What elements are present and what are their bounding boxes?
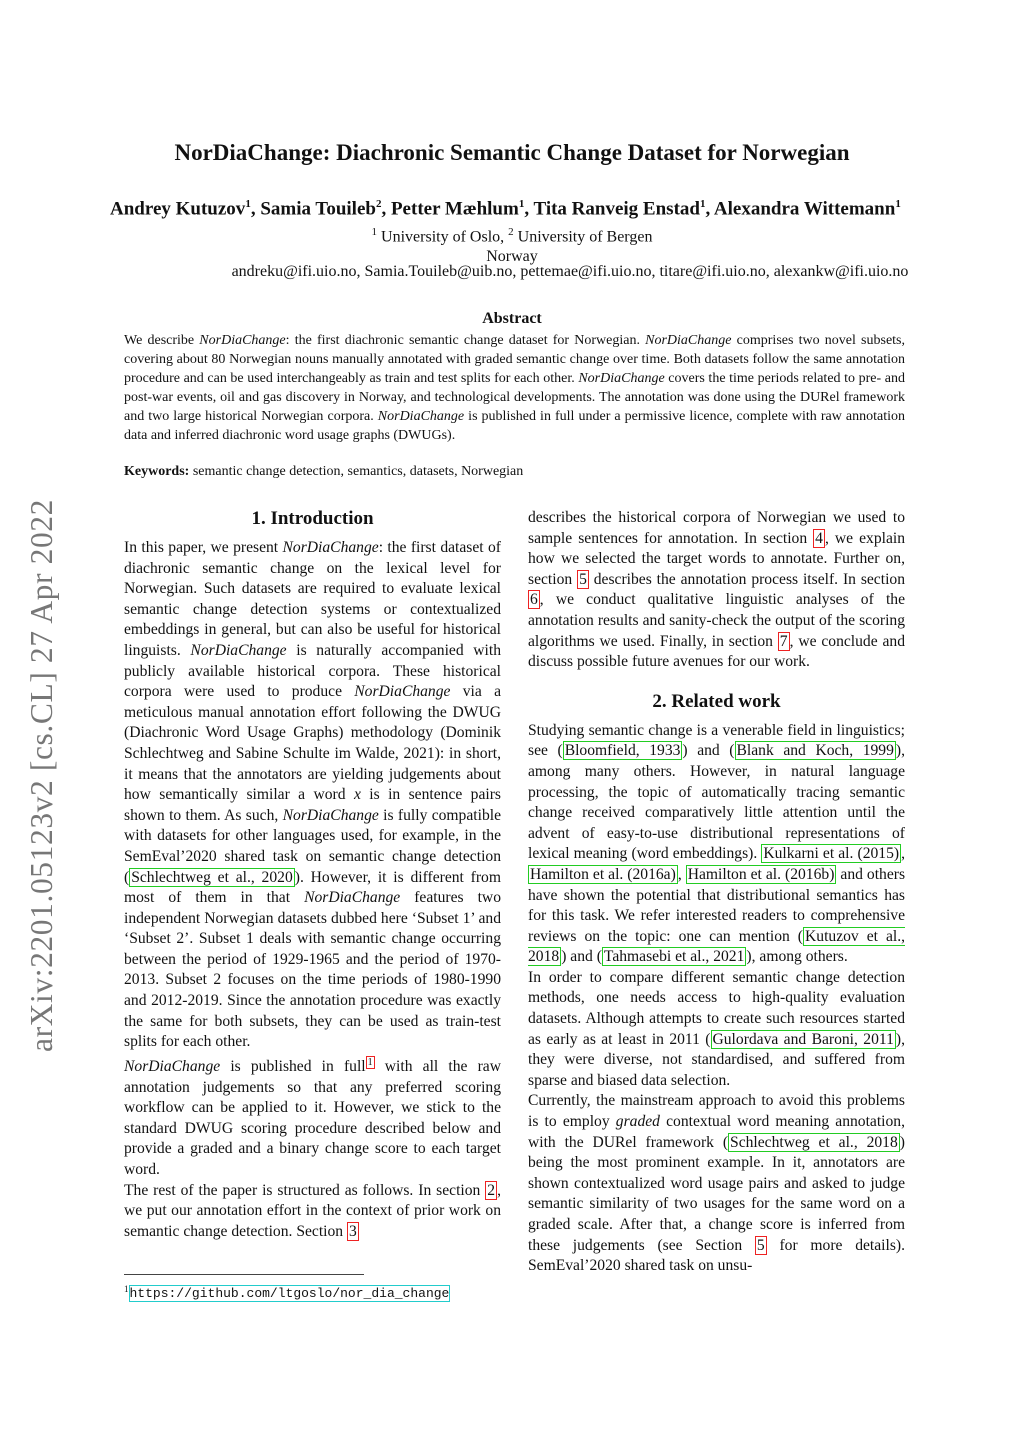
paragraph: In this paper, we present NorDiaChange: the first dataset of diachronic semantic change on the lexical level for Norwegian. Such datasets are required to evaluate lexical semantic change detection systems or contextualized embeddings in general, but can also be useful for historical linguists. NorDiaChange is naturally accompanied with publicly available historical corpora. These historical corpora were used to produce NorDiaChange via a meticulous manual annotation effort following the DWUG (Diachronic Word Usage Graphs) methodology (Dominik Schlechtweg and Sabine Schulte im Walde, 2021): in short, it means that the annotators are yielding judgements about how semantically similar a word x is in sentence pairs shown to them. As such, NorDiaChange is fully compatible with datasets for other languages used, for example, in the SemEval’2020 shared task on semantic change detection ( Schlechtweg et al., 2020 ). However, it is different from most of them in that NorDiaChange features two independent Norwegian datasets dubbed here ‘Subset 1’ and ‘Subset 2’. Subset 1 deals with semantic change occurring between the period of 1929-1965 and the period of 1970-2013. Subset 2 focuses on the time periods of 1980-1990 and 2012-2019. Since the annotation procedure was exactly the same for both subsets, they can be used as train-test splits for each other. (124, 539, 502, 1051)
paragraph: The rest of the paper is structured as follows. In section 2 , we put our annotation effort in the context of prior work on semantic change detection. Section 3 (124, 1181, 501, 1240)
section-ref-link[interactable]: 5 (579, 570, 587, 588)
paragraph: describes the historical corpora of Norwegian we used to sample sentences for annotation. In section 4 , we explain how we selected the target words to annotate. Further on, section 5 describes the annotation process itself. In section 6 , we conduct qualitative linguistic analyses of the annotation results and sanity-check the output of the scoring algorithms we used. Finally, in section 7 , we conclude and discuss possible future avenues for our work. (528, 509, 906, 671)
author-emails: andreku@ifi.uio.no, Samia.Touileb@uib.no, pettemae@ifi.uio.no, titare@ifi.uio.no, alexankw@ifi.uio.no (231, 263, 909, 280)
footnote-rule (124, 1274, 364, 1275)
section-ref-link[interactable]: 3 (349, 1222, 357, 1240)
author-list: Andrey Kutuzov$^1$, Samia Touileb$^2$, Petter Mæhlum$^1$, Tita Ranveig Enstad$^1$, Alexandra Wittemann$^1$ (110, 198, 901, 220)
left-column (124, 508, 501, 1242)
citation-link[interactable]: Blank and Koch, 1999 (736, 742, 894, 760)
paragraph: Currently, the mainstream approach to avoid this problems is to employ graded contextual word meaning annotation, with the DURel framework ( Schlechtweg et al., 2018 ) being the most prominent example. In it, annotators are shown contextualized word usage pairs and asked to judge semantic similarity of two usages for the same word on a graded scale. After that, a change score is inferred from these judgements (see Section 5 for more details). SemEval’2020 shared task on unsu- (528, 1092, 906, 1275)
abstract-heading: Abstract (482, 310, 542, 327)
citation-link[interactable]: Bloomfield, 1933 (564, 742, 681, 760)
citation-link[interactable]: Kulkarni et al. (2015) (763, 845, 900, 863)
author-name: Samia Touileb (260, 198, 376, 220)
country: Norway (486, 248, 538, 266)
author-name: Andrey Kutuzov (110, 198, 246, 220)
section-ref-link[interactable]: 2 (487, 1181, 496, 1199)
author-name: Petter Mæhlum (390, 198, 519, 220)
author-name: Tita Ranveig Enstad (533, 198, 700, 220)
section-ref-link[interactable]: 6 (530, 591, 538, 609)
citation-link[interactable]: Kutuzov et al., 2018 (528, 927, 905, 966)
footnote-url-link[interactable]: https://github.com/ltgoslo/nor_dia_change (129, 1286, 450, 1302)
footnote: $^1$https://github.com/ltgoslo/nor_dia_change (124, 1284, 450, 1302)
section-ref-link[interactable]: 4 (815, 529, 823, 547)
arxiv-stamp (8, 440, 68, 1060)
right-column (528, 508, 905, 1277)
citation-link[interactable]: Schlechtweg et al., 2020 (131, 868, 293, 886)
citation-link[interactable]: Tahmasebi et al., 2021 (603, 948, 745, 966)
affiliations: $^1$ University of Oslo, $^2$ University of Bergen Norway (0, 222, 1024, 267)
keywords: Keywords: semantic change detection, semantics, datasets, Norwegian (124, 464, 524, 479)
section-heading-introduction: 1. Introduction (251, 508, 374, 529)
section-ref-link[interactable]: 5 (756, 1236, 765, 1254)
paragraph: NorDiaChange is published in full $^1$ with all the raw annotation judgements so that any preferred scoring workflow can be applied to it. However, we stick to the standard DWUG scoring procedure described below and provide a graded and a binary change score to each target word. (124, 1056, 501, 1178)
paper-title: NorDiaChange: Diachronic Semantic Change Dataset for Norwegian (174, 140, 850, 165)
paragraph: In order to compare different semantic change detection methods, one needs access to high-quality evaluation datasets. Although attempts to create such resources started as early as at least in 2011 ( Gulordava and Baroni, 2011 ), they were diverse, not standardised, and suffered from sparse and biased data selection. (528, 968, 905, 1089)
citation-link[interactable]: Hamilton et al. (2016a) (530, 865, 676, 883)
citation-link[interactable]: Gulordava and Baroni, 2011 (712, 1030, 894, 1048)
abstract-body: We describe NorDiaChange: the first diachronic semantic change dataset for Norwegian. NorDiaChange comprises two novel subsets, covering about 80 Norwegian nouns manually annotated with graded semantic change over time. Both datasets follow the same annotation procedure and can be used interchangeably as train and test splits for each other. NorDiaChange covers the time periods related to pre- and post-war events, oil and gas discovery in Norway, and technological developments. The annotation was done using the DURel framework and two large historical Norwegian corpora. NorDiaChange is published in full under a permissive licence, complete with raw annotation data and inferred diachronic word usage graphs (DWUGs). (124, 333, 905, 443)
footnote-link[interactable]: 1 (367, 1056, 373, 1068)
arxiv-identifier: arXiv:2201.05123v2 [cs.CL] 27 Apr 2022 (24, 499, 59, 1052)
section-ref-link[interactable]: 7 (779, 632, 788, 650)
citation-link[interactable]: Hamilton et al. (2016b) (687, 865, 835, 883)
author-name: Alexandra Wittemann (713, 198, 896, 220)
citation-link[interactable]: Schlechtweg et al., 2018 (730, 1133, 898, 1151)
paragraph: Studying semantic change is a venerable field in linguistics; see ( Bloomfield, 1933 ) and ( Blank and Koch, 1999 ), among many others. However, in natural language processing, the topic of automatically tracing semantic change received comparatively little attention until the advent of easy-to-use distributional representations of lexical meaning (word embeddings). Kulkarni et al. (2015) , Hamilton et al. (2016a) , Hamilton et al. (2016b) and others have shown the potential that distributional semantics has for this task. We refer interested readers to comprehensive reviews on the topic: one can mention ( Kutuzov et al., 2018 ) and ( Tahmasebi et al., 2021 ), among others. (528, 721, 906, 966)
section-heading-related-work: 2. Related work (652, 690, 781, 712)
